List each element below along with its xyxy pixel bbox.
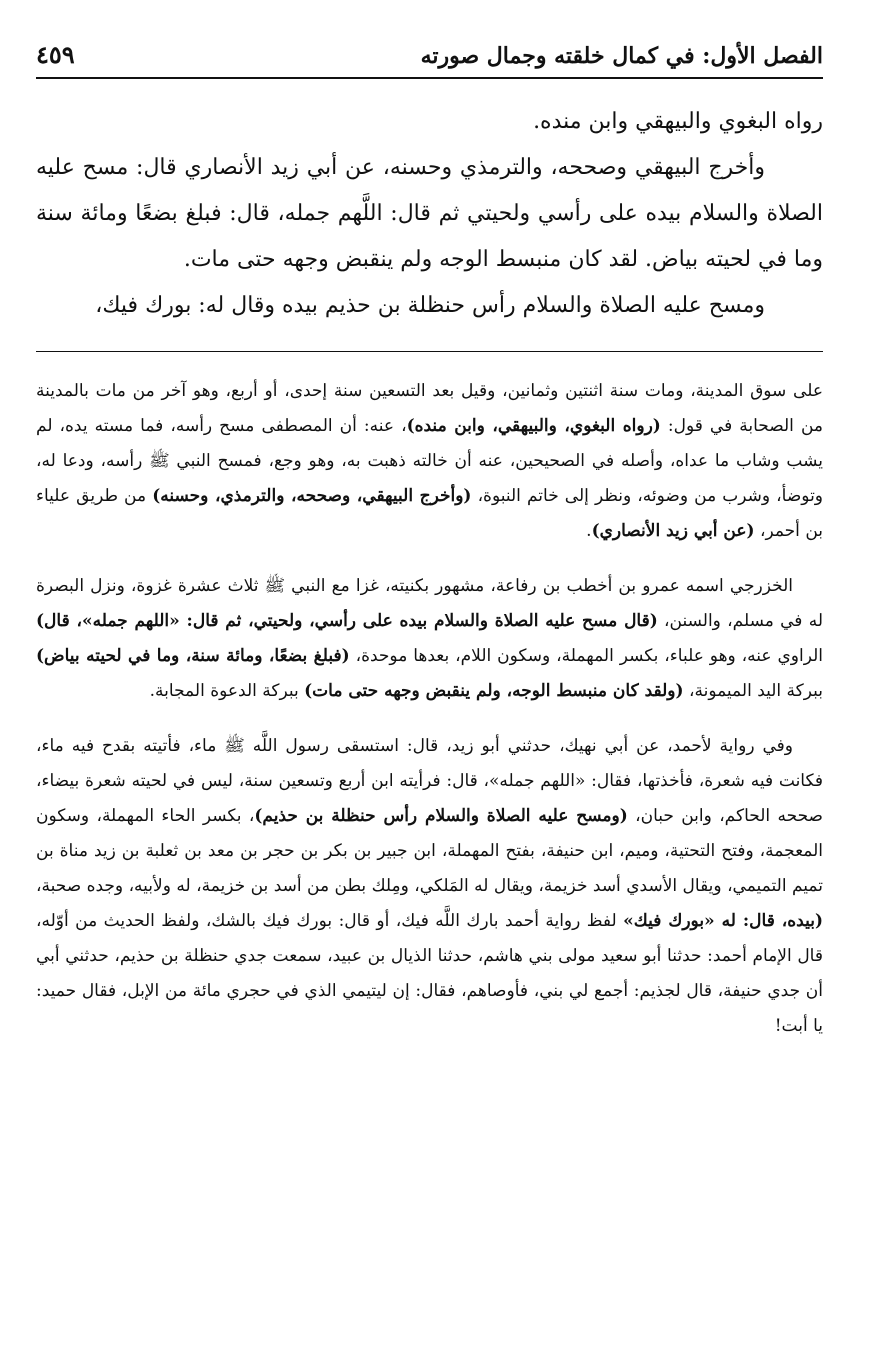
footnote-divider	[36, 351, 823, 352]
commentary-quote: (وأخرج البيهقي، وصححه، والترمذي، وحسنه)	[152, 486, 472, 506]
commentary-text: ، بكسر الحاء المهملة، وسكون المعجمة، وفتح التحتية، وميم، ابن حنيفة، بفتح المهملة، ابن جبير بن بكر بن حجر بن معد بن ثعلبة بن زيد مناة بن تميم التميمي، ويقال الأسدي أسد خزيمة، ويقال له المَلكي، ومِلك بطن من أسد بن خزيمة، له ولأبيه، وجده صحبة،	[36, 806, 823, 896]
commentary-quote: (فبلغ بضعًا، ومائة سنة، وما في لحيته بياض)	[36, 646, 350, 666]
commentary-text: .	[586, 521, 592, 541]
book-page	[36, 40, 823, 1340]
commentary-paragraph-1	[36, 374, 823, 549]
commentary-quote: (ومسح عليه الصلاة والسلام رأس حنظلة بن حذيم)	[254, 806, 628, 826]
commentary-text: ببركة اليد الميمونة،	[683, 681, 823, 701]
commentary-quote: (عن أبي زيد الأنصاري)	[591, 521, 755, 541]
commentary-text: ، عنه: أن المصطفى مسح رأسه، فما مسته يده، لم يشب وشاب ما عداه، وأصله في الصحيحين، عنه أن خالته ذهبت به، وهو وجع، فمسح النبي ﷺ رأسه، ودعا له، وتوضأ، وشرب من وضوئه، ونظر إلى خاتم النبوة،	[36, 416, 824, 506]
commentary-text: على سوق المدينة، ومات سنة اثنتين وثمانين، وقيل بعد التسعين سنة إحدى، أو أربع، وهو آخر من مات بالمدينة من الصحابة في قول:	[36, 381, 823, 436]
commentary-text: من طريق علياء بن أحمر،	[36, 486, 823, 541]
main-text	[36, 99, 823, 329]
chapter-title: الفصل الأول: في كمال خلقته وجمال صورته	[420, 43, 823, 69]
commentary-text: لفظ رواية أحمد بارك اللَّه فيك، أو قال: بورك فيك بالشك، ولفظ الحديث من أوّله، قال الإمام أحمد: حدثنا أبو سعيد مولى بني هاشم، حدثنا الذيال بن عبيد، سمعت جدي حنظلة بن حذيم، حدثني أبي أن جدي حنيفة، قال لجذيم: أجمع لي بني، فأوصاهم، فقال: إن ليتيمي الذي في حجري مائة من الإبل، فقال حميد: يا أبت!	[36, 911, 823, 1036]
page-number: ٤٥٩	[36, 40, 75, 69]
commentary-quote: (ولقد كان منبسط الوجه، ولم ينقبض وجهه حتى مات)	[304, 681, 684, 701]
main-paragraph-1: رواه البغوي والبيهقي وابن منده.	[533, 109, 823, 134]
page-header	[36, 40, 823, 79]
commentary-quote: (قال مسح عليه الصلاة والسلام بيده على رأسي، ولحيتي، ثم قال: «اللهم جمله»، قال)	[36, 611, 658, 631]
commentary-text: ببركة الدعوة المجابة.	[149, 681, 305, 701]
main-paragraph-3: ومسح عليه الصلاة والسلام رأس حنظلة بن حذيم بيده وقال له: بورك فيك،	[95, 293, 765, 318]
commentary-text: الراوي عنه، وهو علباء، بكسر المهملة، وسكون اللام، بعدها موحدة،	[349, 646, 823, 666]
commentary-paragraph-3	[36, 729, 823, 1044]
commentary-quote: (رواه البغوي، والبيهقي، وابن منده)	[406, 416, 661, 436]
commentary-paragraph-2	[36, 569, 823, 709]
commentary-quote: (بيده، قال: له «بورك فيك»	[623, 911, 823, 931]
commentary-text: وفي رواية لأحمد، عن أبي نهيك، حدثني أبو زيد، قال: استسقى رسول اللَّه ﷺ ماء، فأتيته بقدح فيه ماء، فكانت فيه شعرة، فأخذتها، فقال: «اللهم جمله»، قال: فرأيته ابن أربع وتسعين سنة، ليس في لحيته شعرة بيضاء، صححه الحاكم، وابن حبان،	[36, 736, 823, 826]
commentary-text: الخزرجي اسمه عمرو بن أخطب بن رفاعة، مشهور بكنيته، غزا مع النبي ﷺ ثلاث عشرة غزوة، ونزل البصرة له في مسلم، والسنن،	[36, 576, 823, 631]
commentary	[36, 374, 823, 1044]
main-paragraph-2: وأخرج البيهقي وصححه، والترمذي وحسنه، عن أبي زيد الأنصاري قال: مسح عليه الصلاة والسلام بيده على رأسي ولحيتي ثم قال: اللَّهم جمله، قال: فبلغ بضعًا ومائة سنة وما في لحيته بياض. لقد كان منبسط الوجه ولم ينقبض وجهه حتى مات.	[36, 155, 823, 272]
